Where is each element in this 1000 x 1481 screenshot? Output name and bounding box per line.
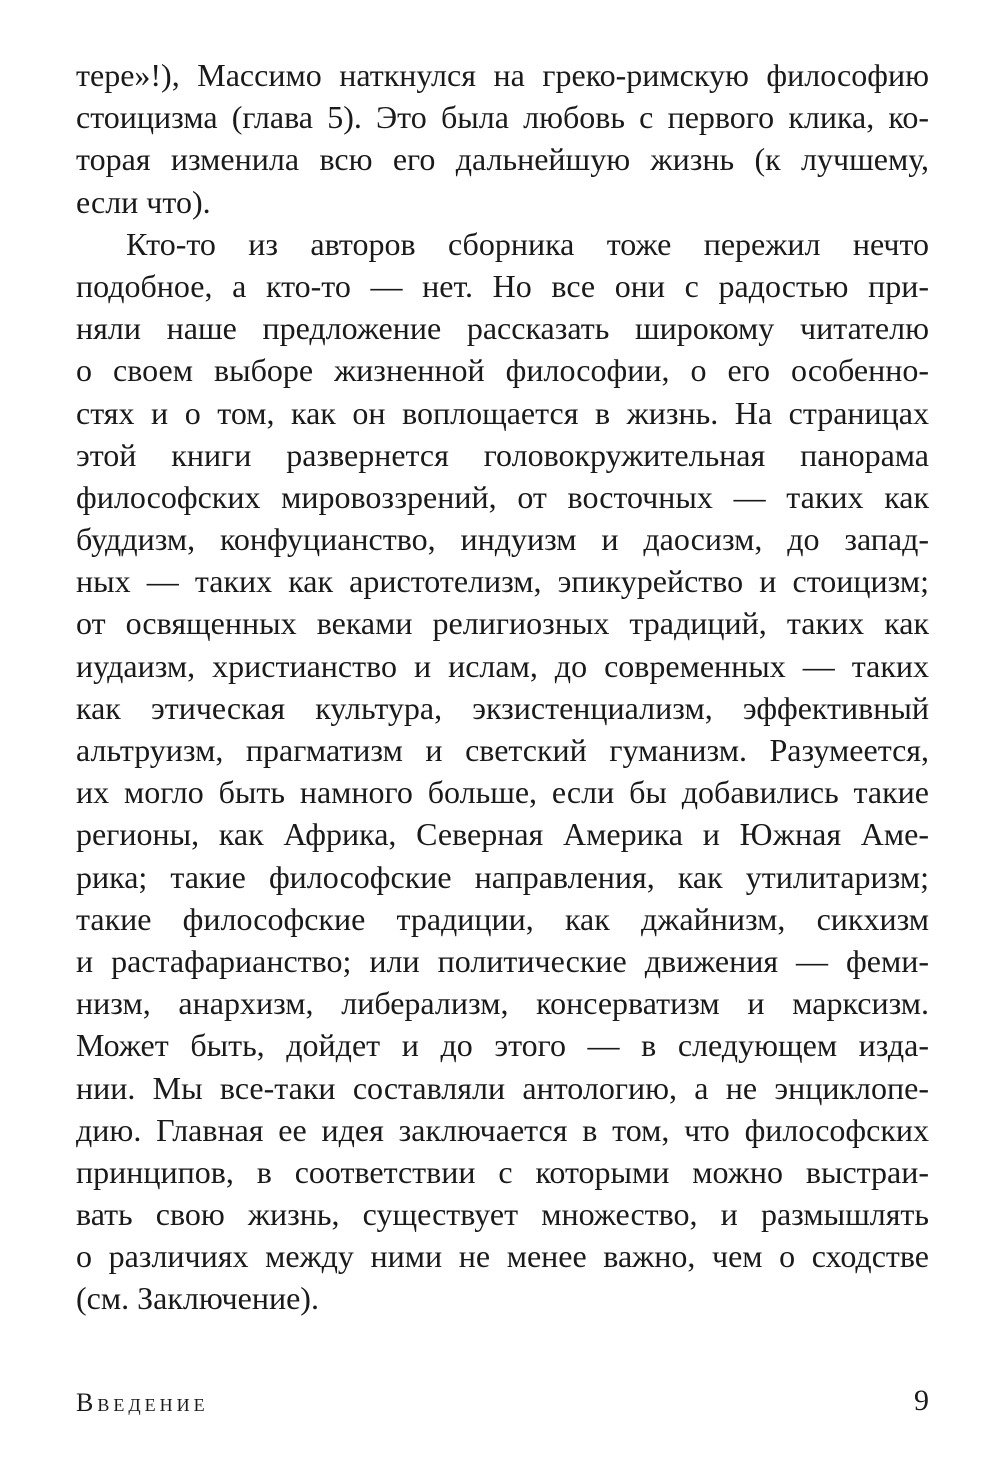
- text-line: регионы, как Африка, Северная Америка и Южная Аме-: [76, 816, 929, 853]
- text-line: такие философские традиции, как джайнизм, сикхизм: [76, 900, 929, 937]
- text-line: альтруизм, прагматизм и светский гуманизм. Разумеется,: [76, 732, 929, 768]
- text-line: иудаизм, христианство и ислам, до современных — таких: [76, 647, 929, 684]
- text-line: няли наше предложение рассказать широкому читателю: [76, 310, 929, 347]
- paragraph-1: [76, 54, 929, 223]
- text-line: низм, анархизм, либерализм, консерватизм и марксизм.: [76, 985, 929, 1022]
- text-line: ных — таких как аристотелизм, эпикурейство и стоицизм;: [76, 563, 929, 600]
- text-line: нии. Мы все-таки составляли антологию, а не энциклопе-: [76, 1069, 929, 1106]
- paragraph-2: [76, 223, 929, 1320]
- page-number: 9: [914, 1384, 929, 1417]
- text-line: от освященных веками религиозных традиций, таких как: [76, 605, 929, 642]
- text-line: торая изменила всю его дальнейшую жизнь (к лучшему,: [76, 141, 929, 178]
- text-line: буддизм, конфуцианство, индуизм и даосизм, до запад-: [76, 521, 929, 558]
- running-head: Введение: [76, 1388, 209, 1417]
- text-line: принципов, в соответствии с которыми можно выстраи-: [76, 1153, 929, 1190]
- text-line: (см. Заключение).: [76, 1280, 319, 1317]
- text-line: этой книги развернется головокружительная панорама: [76, 436, 929, 473]
- text-line: как этическая культура, экзистенциализм, эффективный: [76, 689, 929, 726]
- text-line: дию. Главная ее идея заключается в том, что философских: [76, 1111, 929, 1148]
- text-line: подобное, а кто-то — нет. Но все они с радостью при-: [76, 267, 929, 304]
- text-line: их могло быть намного больше, если бы добавились такие: [76, 774, 929, 811]
- text-line: и растафарианство; или политические движения — феми-: [76, 942, 929, 979]
- text-line: Кто-то из авторов сборника тоже пережил нечто: [126, 225, 929, 262]
- text-line: о различиях между ними не менее важно, чем о сходстве: [76, 1238, 929, 1275]
- text-line: философских мировоззрений, от восточных — таких как: [76, 478, 929, 515]
- text-line: о своем выборе жизненной философии, о его особенно-: [76, 352, 929, 389]
- text-line: Может быть, дойдет и до этого — в следующем изда-: [76, 1027, 929, 1064]
- text-line: рика; такие философские направления, как утилитаризм;: [76, 858, 929, 895]
- text-line: вать свою жизнь, существует множество, и размышлять: [76, 1196, 929, 1233]
- page-footer: [76, 1384, 929, 1420]
- text-line: стоицизма (глава 5). Это была любовь с первого клика, ко-: [76, 99, 929, 136]
- text-line: тере»!), Массимо наткнулся на греко-римскую философию: [76, 57, 929, 93]
- text-line: стях и о том, как он воплощается в жизнь. На страницах: [76, 394, 929, 431]
- body-text: [76, 54, 929, 1320]
- text-line: если что).: [76, 183, 211, 220]
